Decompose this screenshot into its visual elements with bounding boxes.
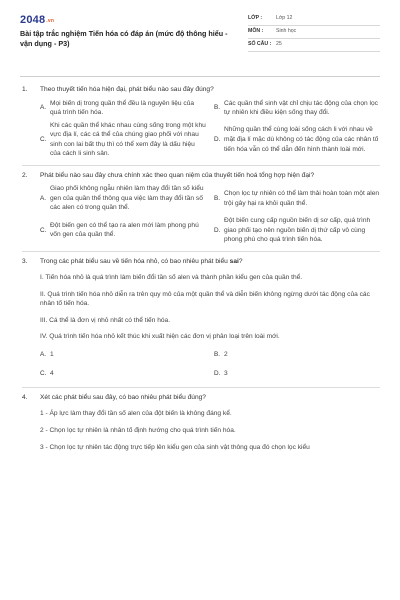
logo-main-text: 2048 — [20, 14, 46, 26]
question-text: Theo thuyết tiến hóa hiện đại, phát biểu nào sau đây đúng? — [40, 86, 214, 93]
document-meta — [248, 13, 380, 52]
option-text: 1 — [50, 351, 54, 359]
option-text: Đột biến gen có thể tạo ra alen mới làm phong phú vốn gen của quần thể. — [50, 221, 199, 239]
question-text: Xét các phát biểu sau đây, có bao nhiêu phát biểu đúng? — [40, 393, 206, 401]
option-text: Đột biến cung cấp nguồn biến dị sơ cấp, quá trình giao phối tạo nên nguồn biến dị thứ cấp vô cùng phong phú cho quá trình tiến hóa. — [224, 217, 371, 244]
option-label: C. — [40, 226, 47, 234]
option-label: D. — [214, 136, 221, 144]
question-separator — [22, 251, 380, 252]
meta-value: Sinh học — [276, 28, 297, 35]
question-number: 1. — [22, 86, 28, 93]
option-text: Chọn lọc tự nhiên có thể làm thải hoàn toàn một alen trội gây hại ra khỏi quần thể. — [224, 190, 380, 207]
answer-option-d[interactable] — [214, 367, 380, 381]
question-text-pre: Trong các phát biểu sau về tiến hóa nhỏ, có bao nhiêu phát biểu — [40, 257, 230, 265]
meta-value: Lớp 12 — [276, 15, 293, 22]
option-label: C. — [40, 370, 47, 378]
question-separator — [22, 165, 380, 166]
question-text-emphasis: sai — [229, 257, 239, 265]
answer-options — [22, 99, 380, 159]
option-text: 3 — [224, 370, 228, 378]
option-label: D. — [214, 370, 221, 378]
meta-row-subject — [248, 26, 380, 39]
statement: I. Tiến hóa nhỏ là quá trình làm biến đổi tần số alen và thành phần kiểu gen của quần thể. — [40, 274, 303, 282]
question-number: 3. — [22, 257, 28, 265]
question-text-post: ? — [238, 257, 243, 265]
option-text: Các quần thể sinh vật chỉ chịu tác động của chọn lọc tự nhiên khi điều kiện sống thay đổi. — [224, 99, 378, 117]
answer-options — [22, 184, 380, 244]
answer-option-b[interactable] — [214, 348, 380, 362]
meta-key: MÔN : — [248, 28, 264, 35]
answer-option-b[interactable] — [214, 184, 380, 213]
option-label: A. — [40, 104, 47, 112]
answer-option-a[interactable] — [40, 348, 206, 362]
answer-option-d[interactable] — [214, 216, 380, 245]
option-text: 4 — [50, 370, 54, 378]
answer-options — [22, 346, 380, 381]
statement: 2 - Chọn lọc tự nhiên là nhân tố định hướng cho quá trình tiến hóa. — [40, 427, 236, 435]
answer-option-c[interactable] — [40, 367, 206, 381]
answer-option-d[interactable] — [214, 121, 380, 159]
option-text: Khi các quần thể khác nhau cùng sống trong một khu vực địa lí, các cá thể của chúng giao phối với nhau sinh con lai bất thụ thì có thể xem đây là dấu hiệu của cách li sinh sản. — [50, 121, 206, 158]
question-list — [22, 80, 380, 456]
answer-option-b[interactable] — [214, 99, 380, 118]
statement: III. Cá thể là đơn vị nhỏ nhất có thể tiến hóa. — [40, 316, 171, 324]
meta-row-question-count — [248, 39, 380, 52]
meta-key: LỚP : — [248, 15, 263, 22]
question-separator — [22, 387, 380, 388]
question-text: Phát biểu nào sau đây chưa chính xác theo quan niệm của thuyết tiến hoá tổng hợp hiện đại? — [40, 171, 315, 179]
document-title: Bài tập trắc nghiệm Tiến hóa có đáp án (mức độ thông hiểu - vận dụng - P3) — [20, 29, 228, 48]
answer-option-a[interactable] — [40, 184, 206, 213]
header-divider — [20, 76, 380, 77]
option-label: A. — [40, 351, 47, 359]
site-logo[interactable] — [20, 13, 54, 29]
option-label: D. — [214, 226, 221, 234]
option-label: C. — [40, 136, 47, 144]
option-label: B. — [214, 195, 221, 203]
question-3 — [22, 254, 380, 388]
answer-option-a[interactable] — [40, 99, 206, 118]
option-text: Giao phối không ngẫu nhiên làm thay đổi tần số kiểu gen của quần thể thông qua việc làm thay đổi tần số các alen có trong quần thể. — [50, 185, 204, 212]
option-text: Mọi biến dị trong quần thể đều là nguyên liệu của quá trình tiến hóa. — [50, 99, 195, 117]
question-4 — [22, 390, 380, 456]
statement: IV. Quá trình tiến hóa nhỏ kết thúc khi xuất hiện các đơn vị phân loại trên loài mới. — [40, 333, 280, 341]
answer-option-c[interactable] — [40, 121, 206, 159]
statement: 1 - Áp lực làm thay đổi tần số alen của đột biến là không đáng kể. — [40, 410, 232, 418]
option-label: B. — [214, 351, 221, 359]
statement: 3 - Chọn lọc tự nhiên tác động trực tiếp lên kiểu gen của sinh vật thông qua đó chọn lọc kiểu — [40, 443, 310, 451]
question-1 — [22, 82, 380, 166]
option-label: A. — [40, 195, 47, 203]
statement: II. Quá trình tiến hóa nhỏ diễn ra trên quy mô của một quần thể và diễn biến không ngừng dưới tác động của các nhân tố tiến hóa. — [40, 290, 370, 308]
option-label: B. — [214, 104, 221, 112]
logo-domain-text: .vn — [46, 18, 55, 24]
question-2 — [22, 168, 380, 252]
option-text: Những quần thể cùng loài sống cách li với nhau về mặt địa lí mặc dù không có tác động của các nhân tố tiến hóa vẫn có thể dẫn đến hình thành loài mới. — [224, 126, 379, 153]
document-header — [20, 12, 380, 70]
meta-row-grade — [248, 13, 380, 26]
question-number: 2. — [22, 171, 28, 179]
option-text: 2 — [224, 351, 228, 359]
question-number: 4. — [22, 393, 28, 401]
meta-value: 25 — [276, 41, 282, 48]
answer-option-c[interactable] — [40, 216, 206, 245]
question-text — [40, 257, 380, 267]
meta-key: SỐ CÂU : — [248, 41, 272, 48]
